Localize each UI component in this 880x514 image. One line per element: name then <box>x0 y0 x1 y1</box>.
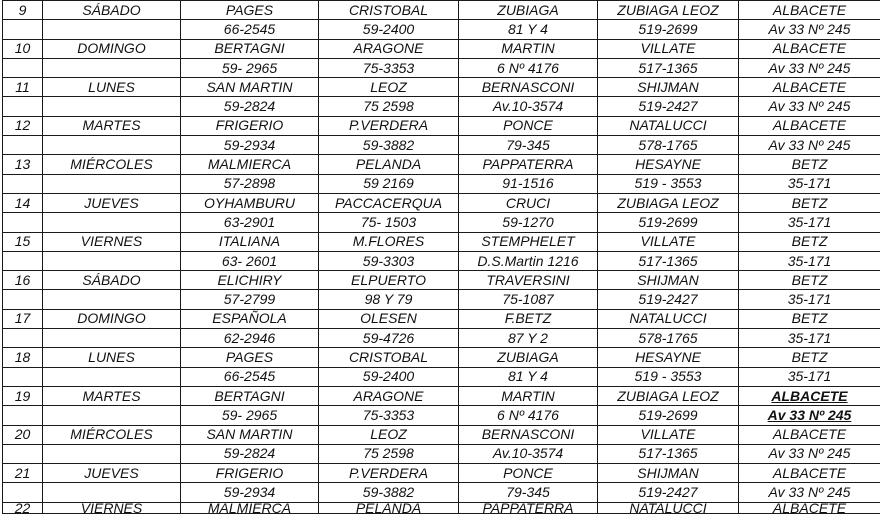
pharmacy-col3-cell: 75-1087 <box>459 290 598 309</box>
pharmacy-col3-cell: 91-1516 <box>459 174 598 193</box>
pharmacy-col3-cell: PONCE <box>459 116 598 135</box>
pharmacy-col5-cell: Av 33 Nº 245 <box>739 136 880 155</box>
day-number-cell <box>3 444 43 463</box>
pharmacy-col3-cell: ZUBIAGA <box>459 1 598 20</box>
weekday-cell: DOMINGO <box>43 39 181 58</box>
pharmacy-col1-cell: ITALIANA <box>181 232 319 251</box>
day-number-cell: 11 <box>3 78 43 97</box>
pharmacy-col2-cell: LEOZ <box>319 425 459 444</box>
day-number-cell: 9 <box>3 1 43 20</box>
pharmacy-col5-cell: BETZ <box>739 348 880 367</box>
pharmacy-col1-cell: 63-2901 <box>181 213 319 232</box>
day-number-cell: 21 <box>3 464 43 483</box>
schedule-row <box>3 193 880 212</box>
weekday-cell <box>43 58 181 77</box>
pharmacy-col5-cell: 35-171 <box>739 213 880 232</box>
schedule-row <box>3 290 880 309</box>
pharmacy-col4-cell: NATALUCCI <box>598 502 739 513</box>
pharmacy-col3-cell: BERNASCONI <box>459 425 598 444</box>
pharmacy-col3-cell: STEMPHELET <box>459 232 598 251</box>
pharmacy-col2-cell: CRISTOBAL <box>319 348 459 367</box>
pharmacy-col2-cell: 59 2169 <box>319 174 459 193</box>
pharmacy-col5-cell: ALBACETE <box>739 39 880 58</box>
day-number-cell <box>3 329 43 348</box>
pharmacy-col3-cell: F.BETZ <box>459 309 598 328</box>
pharmacy-col2-cell: 75 2598 <box>319 444 459 463</box>
pharmacy-col3-cell: BERNASCONI <box>459 78 598 97</box>
pharmacy-col2-cell: P.VERDERA <box>319 464 459 483</box>
pharmacy-col1-cell: 59-2824 <box>181 97 319 116</box>
pharmacy-col2-cell: CRISTOBAL <box>319 1 459 20</box>
pharmacy-col3-cell: TRAVERSINI <box>459 271 598 290</box>
pharmacy-col1-cell: 59-2934 <box>181 136 319 155</box>
weekday-cell: MIÉRCOLES <box>43 155 181 174</box>
weekday-cell <box>43 483 181 502</box>
schedule-row <box>3 78 880 97</box>
pharmacy-col1-cell: BERTAGNI <box>181 39 319 58</box>
schedule-row <box>3 116 880 135</box>
schedule-row <box>3 406 880 425</box>
schedule-row <box>3 502 880 513</box>
weekday-cell: SÁBADO <box>43 1 181 20</box>
pharmacy-col5-cell: BETZ <box>739 232 880 251</box>
weekday-cell: MARTES <box>43 116 181 135</box>
pharmacy-col3-cell: PAPPATERRA <box>459 502 598 513</box>
day-number-cell <box>3 483 43 502</box>
pharmacy-col4-cell: VILLATE <box>598 39 739 58</box>
pharmacy-col1-cell: 59-2934 <box>181 483 319 502</box>
pharmacy-col3-cell: 79-345 <box>459 136 598 155</box>
weekday-cell: DOMINGO <box>43 309 181 328</box>
pharmacy-col1-cell: 63- 2601 <box>181 251 319 270</box>
pharmacy-col1-cell: PAGES <box>181 1 319 20</box>
pharmacy-col3-cell: 6 Nº 4176 <box>459 58 598 77</box>
pharmacy-col4-cell: 519-2699 <box>598 406 739 425</box>
weekday-cell <box>43 406 181 425</box>
pharmacy-col4-cell: 519-2427 <box>598 483 739 502</box>
pharmacy-col1-cell: 59- 2965 <box>181 58 319 77</box>
pharmacy-col2-cell: ARAGONE <box>319 386 459 405</box>
pharmacy-col5-cell: BETZ <box>739 309 880 328</box>
schedule-row <box>3 232 880 251</box>
day-number-cell: 16 <box>3 271 43 290</box>
pharmacy-col1-cell: SAN MARTIN <box>181 78 319 97</box>
pharmacy-col1-cell: 57-2799 <box>181 290 319 309</box>
day-number-cell: 12 <box>3 116 43 135</box>
pharmacy-col5-cell: ALBACETE <box>739 116 880 135</box>
pharmacy-col4-cell: HESAYNE <box>598 155 739 174</box>
pharmacy-col3-cell: 87 Y 2 <box>459 329 598 348</box>
schedule-row <box>3 39 880 58</box>
pharmacy-col5-cell: BETZ <box>739 155 880 174</box>
pharmacy-col1-cell: ESPAÑOLA <box>181 309 319 328</box>
pharmacy-col4-cell: 519-2427 <box>598 97 739 116</box>
pharmacy-col3-cell: MARTIN <box>459 39 598 58</box>
day-number-cell <box>3 97 43 116</box>
pharmacy-col2-cell: 75- 1503 <box>319 213 459 232</box>
pharmacy-col1-cell: 59-2824 <box>181 444 319 463</box>
pharmacy-col3-cell: 81 Y 4 <box>459 20 598 39</box>
weekday-cell: SÁBADO <box>43 271 181 290</box>
weekday-cell <box>43 329 181 348</box>
schedule-row <box>3 251 880 270</box>
pharmacy-col3-cell: 81 Y 4 <box>459 367 598 386</box>
weekday-cell <box>43 367 181 386</box>
schedule-row <box>3 20 880 39</box>
pharmacy-col5-cell: ALBACETE <box>739 386 880 405</box>
weekday-cell: LUNES <box>43 78 181 97</box>
pharmacy-col5-cell: Av 33 Nº 245 <box>739 444 880 463</box>
pharmacy-col1-cell: MALMIERCA <box>181 502 319 513</box>
pharmacy-col1-cell: OYHAMBURU <box>181 193 319 212</box>
pharmacy-schedule-table <box>2 0 880 514</box>
weekday-cell: JUEVES <box>43 464 181 483</box>
pharmacy-col2-cell: P.VERDERA <box>319 116 459 135</box>
pharmacy-col4-cell: 517-1365 <box>598 251 739 270</box>
pharmacy-col2-cell: 59-3882 <box>319 483 459 502</box>
weekday-cell <box>43 251 181 270</box>
pharmacy-col5-cell: BETZ <box>739 193 880 212</box>
pharmacy-col1-cell: MALMIERCA <box>181 155 319 174</box>
day-number-cell <box>3 406 43 425</box>
schedule-row <box>3 425 880 444</box>
pharmacy-col3-cell: Av.10-3574 <box>459 444 598 463</box>
pharmacy-col1-cell: PAGES <box>181 348 319 367</box>
weekday-cell: MIÉRCOLES <box>43 425 181 444</box>
weekday-cell: MARTES <box>43 386 181 405</box>
pharmacy-col1-cell: SAN MARTIN <box>181 425 319 444</box>
pharmacy-col5-cell: Av 33 Nº 245 <box>739 406 880 425</box>
schedule-row <box>3 309 880 328</box>
pharmacy-col5-cell: 35-171 <box>739 251 880 270</box>
pharmacy-col1-cell: FRIGERIO <box>181 116 319 135</box>
pharmacy-col5-cell: ALBACETE <box>739 464 880 483</box>
pharmacy-col4-cell: 519-2699 <box>598 213 739 232</box>
pharmacy-col4-cell: SHIJMAN <box>598 78 739 97</box>
pharmacy-col5-cell: 35-171 <box>739 329 880 348</box>
pharmacy-col2-cell: PELANDA <box>319 502 459 513</box>
weekday-cell: VIERNES <box>43 502 181 513</box>
day-number-cell <box>3 58 43 77</box>
weekday-cell <box>43 213 181 232</box>
pharmacy-col5-cell: 35-171 <box>739 174 880 193</box>
schedule-row <box>3 386 880 405</box>
pharmacy-col3-cell: MARTIN <box>459 386 598 405</box>
pharmacy-col5-cell: Av 33 Nº 245 <box>739 20 880 39</box>
day-number-cell: 20 <box>3 425 43 444</box>
pharmacy-col1-cell: 59- 2965 <box>181 406 319 425</box>
pharmacy-col4-cell: 519-2699 <box>598 20 739 39</box>
schedule-row <box>3 464 880 483</box>
weekday-cell <box>43 20 181 39</box>
pharmacy-col4-cell: SHIJMAN <box>598 271 739 290</box>
pharmacy-col3-cell: ZUBIAGA <box>459 348 598 367</box>
pharmacy-col1-cell: ELICHIRY <box>181 271 319 290</box>
pharmacy-col1-cell: 66-2545 <box>181 367 319 386</box>
pharmacy-col3-cell: D.S.Martin 1216 <box>459 251 598 270</box>
pharmacy-col2-cell: 59-2400 <box>319 367 459 386</box>
pharmacy-col4-cell: 517-1365 <box>598 444 739 463</box>
pharmacy-col4-cell: NATALUCCI <box>598 309 739 328</box>
day-number-cell <box>3 367 43 386</box>
pharmacy-col1-cell: 62-2946 <box>181 329 319 348</box>
pharmacy-col4-cell: 578-1765 <box>598 329 739 348</box>
schedule-row <box>3 271 880 290</box>
pharmacy-col4-cell: VILLATE <box>598 232 739 251</box>
weekday-cell <box>43 97 181 116</box>
pharmacy-col2-cell: M.FLORES <box>319 232 459 251</box>
pharmacy-col4-cell: ZUBIAGA LEOZ <box>598 386 739 405</box>
pharmacy-col4-cell: ZUBIAGA LEOZ <box>598 1 739 20</box>
pharmacy-col4-cell: 517-1365 <box>598 58 739 77</box>
schedule-row <box>3 58 880 77</box>
pharmacy-col3-cell: PAPPATERRA <box>459 155 598 174</box>
day-number-cell: 19 <box>3 386 43 405</box>
pharmacy-col3-cell: PONCE <box>459 464 598 483</box>
pharmacy-col4-cell: 519 - 3553 <box>598 174 739 193</box>
day-number-cell <box>3 213 43 232</box>
pharmacy-col5-cell: ALBACETE <box>739 78 880 97</box>
pharmacy-col5-cell: Av 33 Nº 245 <box>739 97 880 116</box>
pharmacy-col2-cell: 98 Y 79 <box>319 290 459 309</box>
pharmacy-col2-cell: 59-4726 <box>319 329 459 348</box>
weekday-cell: VIERNES <box>43 232 181 251</box>
pharmacy-col5-cell: ALBACETE <box>739 425 880 444</box>
pharmacy-col5-cell: Av 33 Nº 245 <box>739 58 880 77</box>
pharmacy-col2-cell: 75-3353 <box>319 406 459 425</box>
pharmacy-col3-cell: Av.10-3574 <box>459 97 598 116</box>
pharmacy-col5-cell: ALBACETE <box>739 502 880 513</box>
day-number-cell: 13 <box>3 155 43 174</box>
day-number-cell: 17 <box>3 309 43 328</box>
day-number-cell: 14 <box>3 193 43 212</box>
pharmacy-col2-cell: PELANDA <box>319 155 459 174</box>
pharmacy-col2-cell: 59-2400 <box>319 20 459 39</box>
pharmacy-col4-cell: ZUBIAGA LEOZ <box>598 193 739 212</box>
pharmacy-col3-cell: 79-345 <box>459 483 598 502</box>
pharmacy-col2-cell: 75-3353 <box>319 58 459 77</box>
pharmacy-col1-cell: 57-2898 <box>181 174 319 193</box>
schedule-row <box>3 367 880 386</box>
day-number-cell: 15 <box>3 232 43 251</box>
schedule-row <box>3 136 880 155</box>
weekday-cell <box>43 290 181 309</box>
pharmacy-col3-cell: CRUCI <box>459 193 598 212</box>
pharmacy-col4-cell: 519 - 3553 <box>598 367 739 386</box>
pharmacy-col3-cell: 59-1270 <box>459 213 598 232</box>
pharmacy-col1-cell: FRIGERIO <box>181 464 319 483</box>
schedule-row <box>3 174 880 193</box>
pharmacy-col2-cell: LEOZ <box>319 78 459 97</box>
pharmacy-col2-cell: PACCACERQUA <box>319 193 459 212</box>
weekday-cell: LUNES <box>43 348 181 367</box>
pharmacy-col5-cell: 35-171 <box>739 290 880 309</box>
pharmacy-col5-cell: Av 33 Nº 245 <box>739 483 880 502</box>
pharmacy-col4-cell: HESAYNE <box>598 348 739 367</box>
schedule-row <box>3 155 880 174</box>
day-number-cell: 10 <box>3 39 43 58</box>
pharmacy-col1-cell: BERTAGNI <box>181 386 319 405</box>
pharmacy-col3-cell: 6 Nº 4176 <box>459 406 598 425</box>
pharmacy-col5-cell: 35-171 <box>739 367 880 386</box>
pharmacy-col2-cell: ARAGONE <box>319 39 459 58</box>
pharmacy-col2-cell: ELPUERTO <box>319 271 459 290</box>
schedule-row <box>3 444 880 463</box>
pharmacy-col5-cell: BETZ <box>739 271 880 290</box>
pharmacy-col2-cell: 59-3882 <box>319 136 459 155</box>
schedule-body <box>3 1 880 514</box>
weekday-cell <box>43 174 181 193</box>
schedule-row <box>3 213 880 232</box>
pharmacy-col2-cell: 59-3303 <box>319 251 459 270</box>
pharmacy-col4-cell: NATALUCCI <box>598 116 739 135</box>
pharmacy-col4-cell: 578-1765 <box>598 136 739 155</box>
schedule-row <box>3 97 880 116</box>
pharmacy-col1-cell: 66-2545 <box>181 20 319 39</box>
weekday-cell <box>43 444 181 463</box>
day-number-cell: 22 <box>3 502 43 513</box>
day-number-cell <box>3 136 43 155</box>
schedule-row <box>3 348 880 367</box>
weekday-cell: JUEVES <box>43 193 181 212</box>
pharmacy-col4-cell: 519-2427 <box>598 290 739 309</box>
pharmacy-col5-cell: ALBACETE <box>739 1 880 20</box>
weekday-cell <box>43 136 181 155</box>
pharmacy-col4-cell: VILLATE <box>598 425 739 444</box>
pharmacy-col2-cell: OLESEN <box>319 309 459 328</box>
pharmacy-col4-cell: SHIJMAN <box>598 464 739 483</box>
day-number-cell <box>3 251 43 270</box>
schedule-row <box>3 483 880 502</box>
schedule-row <box>3 329 880 348</box>
day-number-cell <box>3 290 43 309</box>
day-number-cell: 18 <box>3 348 43 367</box>
schedule-row <box>3 1 880 20</box>
pharmacy-col2-cell: 75 2598 <box>319 97 459 116</box>
day-number-cell <box>3 174 43 193</box>
day-number-cell <box>3 20 43 39</box>
